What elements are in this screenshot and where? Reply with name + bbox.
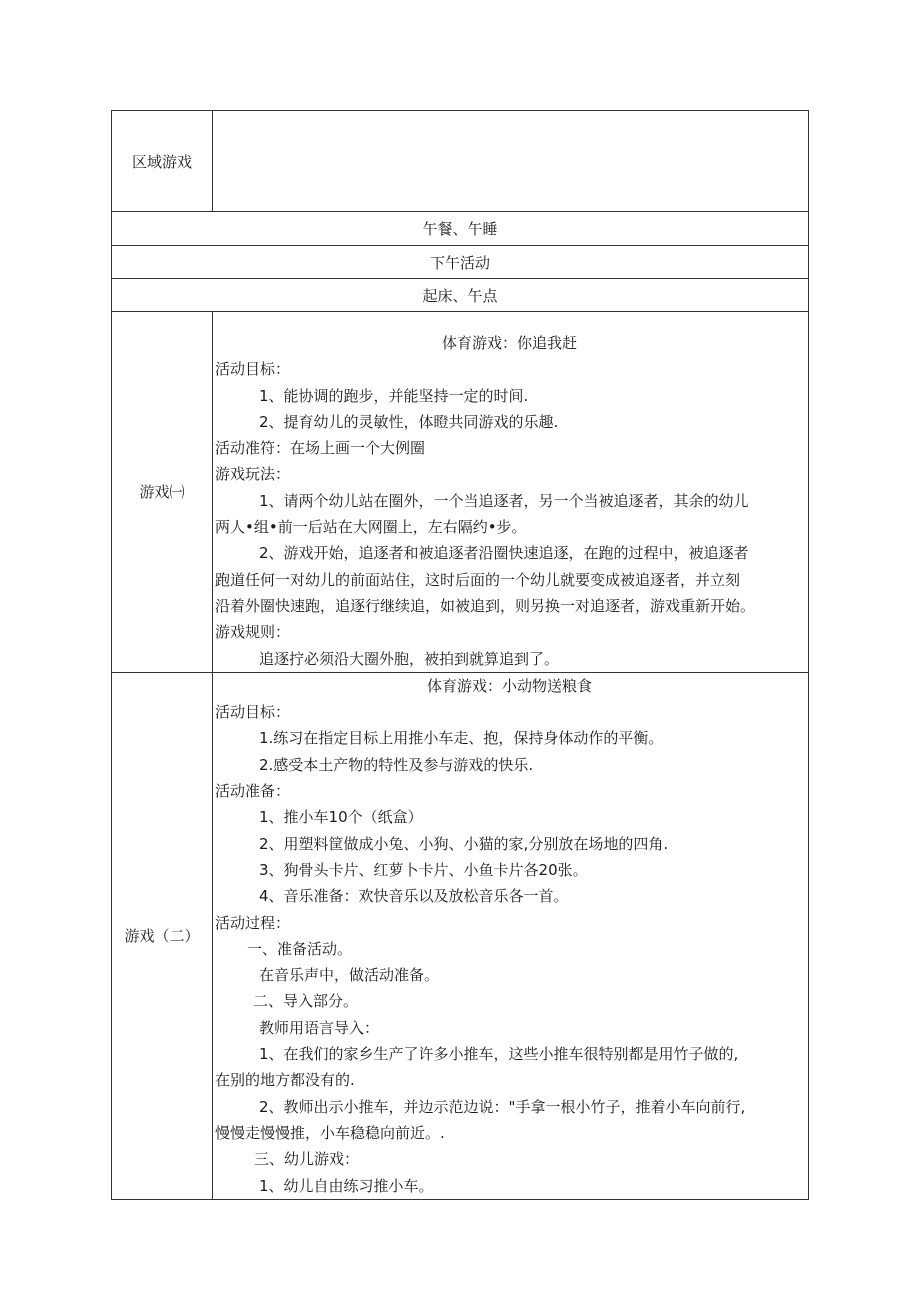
lunch-row bbox=[112, 212, 809, 246]
game2-step-2-item-2a: 2、教师出示小推车，并边示范边说："手拿一根小竹子，推着小车向前行, bbox=[259, 1097, 746, 1116]
game2-row bbox=[112, 672, 809, 1199]
game1-rule: 追逐拧必须沿大圈外胞，被拍到就算追到了。 bbox=[259, 649, 560, 668]
game2-prep-2: 2、用塑料筐做成小兔、小狗、小猫的家,分别放在场地的四角. bbox=[259, 834, 669, 853]
game2-goal-heading: 活动目标： bbox=[215, 703, 291, 722]
game2-process-heading: 活动过程： bbox=[215, 913, 291, 932]
game2-step-2-item-2b: 慢慢走慢慢推，小车稳稳向前近。. bbox=[215, 1123, 445, 1142]
game2-step-1-detail: 在音乐声中，做活动准备。 bbox=[259, 966, 440, 985]
game1-rules-heading: 游戏规则： bbox=[215, 623, 291, 642]
game2-title: 体育游戏：小动物送粮食 bbox=[426, 676, 592, 695]
region-game-content bbox=[213, 111, 809, 212]
game2-prep-3: 3、狗骨头卡片、红萝卜卡片、小鱼卡片各20张。 bbox=[259, 860, 588, 879]
game2-step-1: 一、准备活动。 bbox=[247, 939, 353, 958]
game2-prep-1: 1、推小车10个（纸盒） bbox=[259, 808, 423, 827]
wake-snack-band: 起床、午点 bbox=[112, 279, 809, 312]
game2-step-3: 三、幼儿游戏： bbox=[254, 1150, 360, 1169]
region-game-label: 区域游戏 bbox=[112, 111, 213, 212]
game2-prep-4: 4、音乐准备：欢快音乐以及放松音乐各一首。 bbox=[259, 887, 569, 906]
game1-content bbox=[213, 312, 809, 673]
game2-step-2-intro: 教师用语言导入： bbox=[259, 1018, 380, 1037]
game1-title: 体育游戏：你追我赶 bbox=[441, 334, 577, 352]
game2-content bbox=[213, 672, 809, 1199]
game2-step-2-item-1b: 在别的地方都没有的. bbox=[215, 1071, 355, 1090]
game1-play-2c: 沿着外圈快速跑，追逐行继续追，如被追到，则另换一对追逐者，游戏重新开始。 bbox=[215, 596, 756, 615]
game2-label: 游戏（二） bbox=[112, 672, 213, 1199]
game2-step-3-item-1: 1、幼儿自由练习推小车。 bbox=[259, 1176, 434, 1195]
game1-label: 游戏㈠ bbox=[112, 312, 213, 673]
afternoon-row bbox=[112, 246, 809, 279]
game1-goal-2: 2、提育幼儿的灵敏性，体瞪共同游戏的乐趣. bbox=[259, 412, 559, 431]
game2-goal-2: 2.感受本土产物的特性及参与游戏的快乐. bbox=[259, 755, 534, 774]
game2-goal-1: 1.练习在指定目标上用推小车走、抱，保持身体动作的平衡。 bbox=[259, 729, 664, 748]
game1-play-heading: 游戏玩法： bbox=[215, 465, 291, 484]
game1-goal-1: 1、能协调的跑步，并能坚持一定的时间. bbox=[259, 386, 529, 405]
wake-row bbox=[112, 279, 809, 312]
afternoon-activity-band: 下午活动 bbox=[112, 246, 809, 279]
game1-play-1a: 1、请两个幼儿站在圈外，一个当追逐者，另一个当被追逐者，其余的幼儿 bbox=[259, 491, 749, 510]
game1-goal-heading: 活动目标： bbox=[215, 360, 291, 379]
game1-play-2a: 2、游戏开始，追逐者和被追逐者沿圈快速追逐，在跑的过程中，被追逐者 bbox=[259, 544, 749, 563]
game2-step-2-item-1a: 1、在我们的家乡生产了许多小推车，这些小推车很特别都是用竹子做的, bbox=[259, 1045, 739, 1064]
region-game-row bbox=[112, 111, 809, 212]
game1-play-1b: 两人•组•前一后站在大网圈上，左右隔约•步。 bbox=[215, 518, 527, 537]
activity-plan-table bbox=[111, 110, 809, 1200]
game1-row bbox=[112, 312, 809, 673]
game2-prep-heading: 活动准备： bbox=[215, 782, 291, 801]
lunch-nap-band: 午餐、午睡 bbox=[112, 212, 809, 246]
game2-step-2: 二、导入部分。 bbox=[253, 992, 359, 1011]
game1-play-2b: 跑道任何一对幼儿的前面站住，这时后面的一个幼儿就要变成被追逐者，并立刻 bbox=[215, 570, 741, 589]
game1-preparation: 活动准符：在场上画一个大例圈 bbox=[215, 439, 426, 458]
